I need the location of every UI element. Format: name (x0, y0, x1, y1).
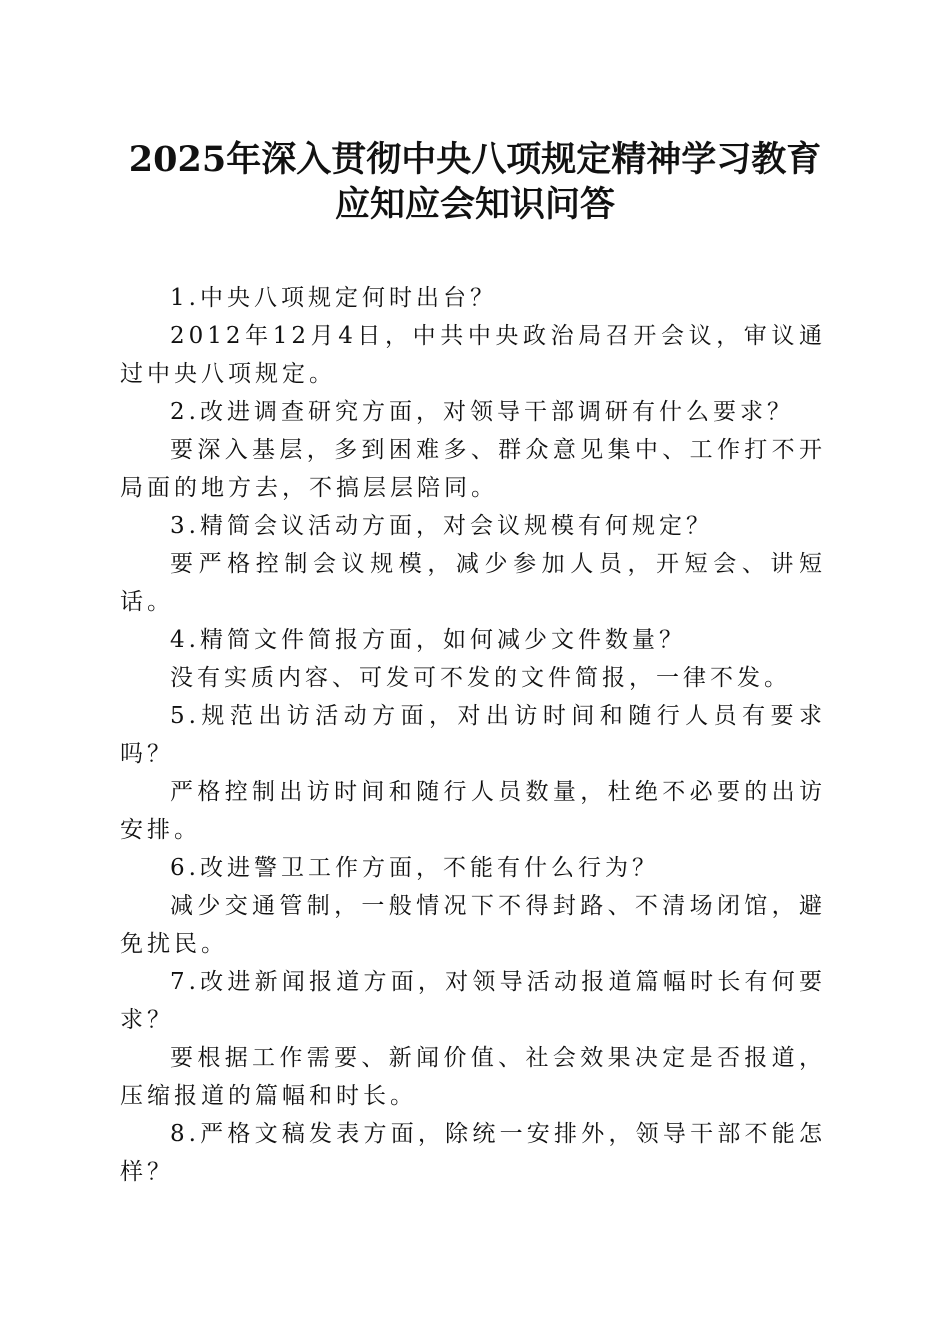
question-4: 4.精简文件简报方面，如何减少文件数量？ (170, 627, 686, 653)
document-title-line-2: 应知应会知识问答 (334, 184, 615, 225)
answer-4: 没有实质内容、可发可不发的文件简报，一律不发。 (170, 665, 791, 691)
question-2: 2.改进调查研究方面，对领导干部调研有什么要求？ (170, 399, 794, 425)
answer-6: 减少交通管制，一般情况下不得封路、不清场闭馆，避免扰民。 (120, 893, 826, 957)
question-5: 5.规范出访活动方面，对出访时间和随行人员有要求吗？ (120, 703, 826, 767)
question-3: 3.精简会议活动方面，对会议规模有何规定？ (170, 513, 713, 539)
document-title-line-1: 2025年深入贯彻中央八项规定精神学习教育 (128, 139, 822, 180)
answer-1: 2012年12月4日，中共中央政治局召开会议，审议通过中央八项规定。 (120, 323, 826, 387)
question-6: 6.改进警卫工作方面，不能有什么行为？ (170, 855, 659, 881)
question-1: 1.中央八项规定何时出台？ (170, 285, 497, 311)
answer-3: 要严格控制会议规模，减少参加人员，开短会、讲短话。 (120, 551, 826, 615)
question-7: 7.改进新闻报道方面，对领导活动报道篇幅时长有何要求？ (120, 969, 826, 1033)
answer-2: 要深入基层，多到困难多、群众意见集中、工作打不开局面的地方去，不搞层层陪同。 (120, 437, 826, 501)
document-body (120, 279, 826, 1191)
answer-7: 要根据工作需要、新闻价值、社会效果决定是否报道，压缩报道的篇幅和时长。 (120, 1045, 826, 1109)
answer-5: 严格控制出访时间和随行人员数量，杜绝不必要的出访安排。 (120, 779, 826, 843)
question-8: 8.严格文稿发表方面，除统一安排外，领导干部不能怎样？ (120, 1121, 826, 1185)
